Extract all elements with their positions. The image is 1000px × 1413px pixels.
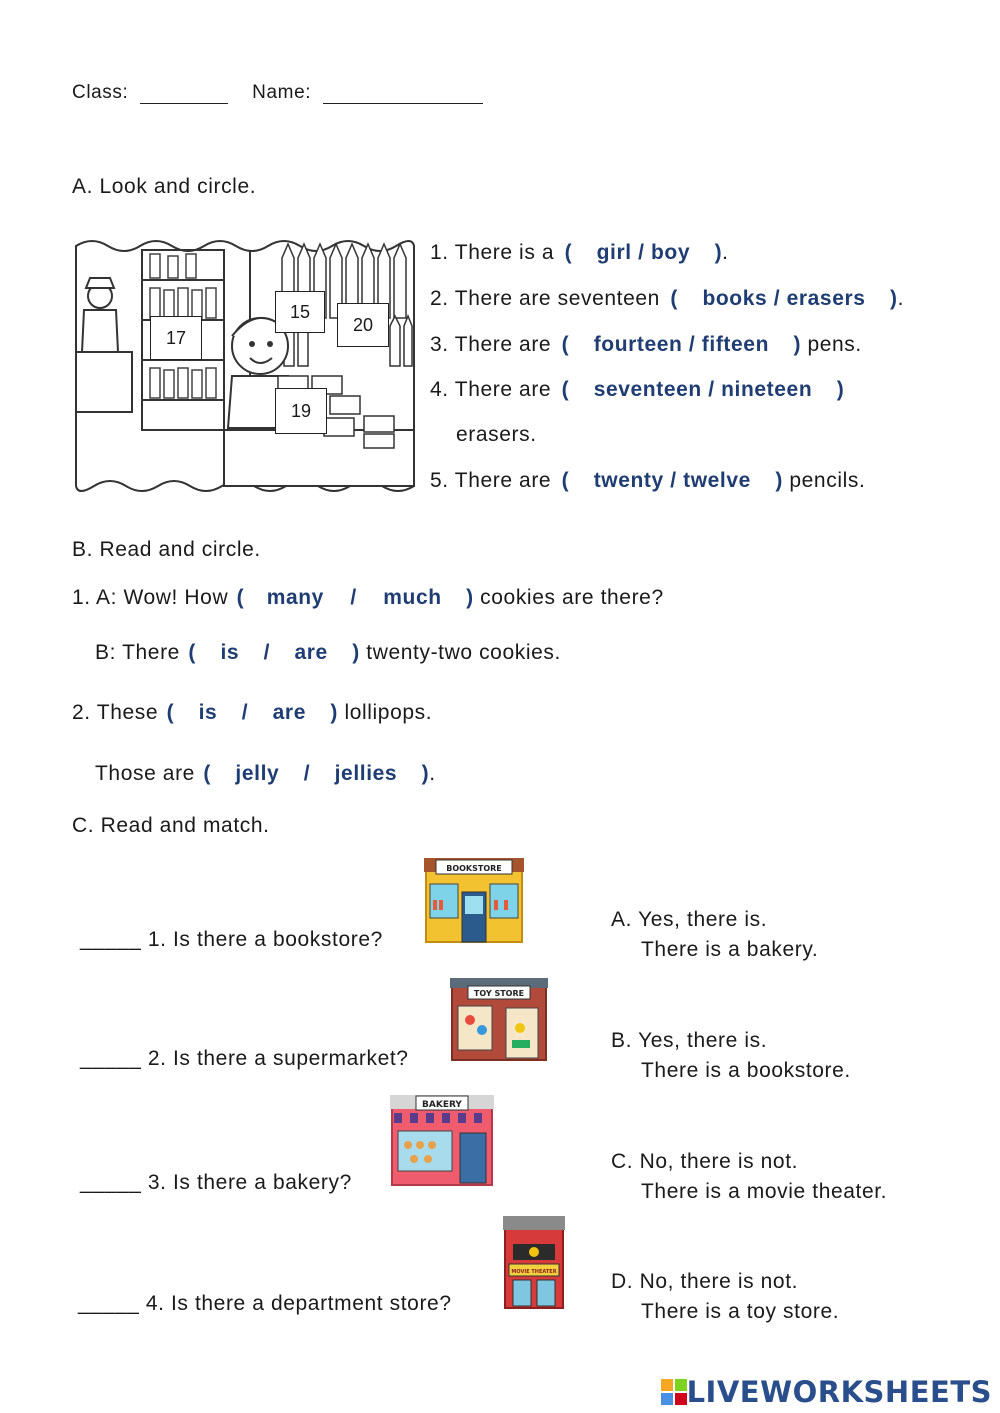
picture-number-box: 19 xyxy=(275,388,327,434)
picture-number-box: 17 xyxy=(150,316,202,360)
class-label: Class: xyxy=(72,82,129,103)
movie-theater-sign: MOVIE THEATER xyxy=(511,1269,557,1275)
liveworksheets-logo xyxy=(661,1375,992,1409)
option-choice[interactable]: girl / boy xyxy=(596,241,691,264)
sentence-a3: 3. There are ( fourteen / fifteen ) pens. xyxy=(430,333,862,356)
answer-blank[interactable]: _____ xyxy=(80,1171,142,1194)
option-choice[interactable]: books / erasers xyxy=(702,287,866,310)
shop-picture xyxy=(72,228,418,500)
answer-a: A. Yes, there is. There is a bakery. xyxy=(611,908,819,961)
bookstore-sign: BOOKSTORE xyxy=(446,864,502,873)
sentence-a4-continuation: erasers. xyxy=(456,423,537,446)
class-name-header xyxy=(72,82,483,104)
name-blank[interactable] xyxy=(323,103,483,104)
answer-c: C. No, there is not. There is a movie theater. xyxy=(611,1150,888,1203)
section-a-title: A. Look and circle. xyxy=(72,175,257,198)
option-jellies[interactable]: jellies xyxy=(334,762,398,785)
picture-number-box: 20 xyxy=(337,303,389,347)
answer-b: B. Yes, there is. There is a bookstore. xyxy=(611,1029,851,1082)
sentence-b2b: Those are ( jelly / jellies ). xyxy=(95,762,436,785)
sentence-b2a: 2. These ( is / are ) lollipops. xyxy=(72,701,433,724)
option-choice[interactable]: fourteen / fifteen xyxy=(593,333,769,356)
logo-text: LIVEWORKSHEETS xyxy=(686,1375,992,1409)
answer-blank[interactable]: _____ xyxy=(80,1047,142,1070)
shop-illustration xyxy=(72,228,418,500)
option-many[interactable]: many xyxy=(266,586,324,609)
picture-number-box: 15 xyxy=(275,291,325,333)
answer-blank[interactable]: _____ xyxy=(80,928,142,951)
option-is[interactable]: is xyxy=(198,701,218,724)
option-much[interactable]: much xyxy=(383,586,442,609)
bakery-image xyxy=(390,1093,494,1187)
sentence-b1b: B: There ( is / are ) twenty-two cookies. xyxy=(95,641,561,664)
sentence-a4: 4. There are ( seventeen / nineteen ) xyxy=(430,378,845,401)
option-are[interactable]: are xyxy=(294,641,328,664)
toy-store-sign: TOY STORE xyxy=(473,989,525,998)
option-are[interactable]: are xyxy=(272,701,306,724)
bakery-sign: BAKERY xyxy=(422,1100,462,1110)
sentence-a2: 2. There are seventeen ( books / erasers ). xyxy=(430,287,904,310)
option-choice[interactable]: twenty / twelve xyxy=(593,469,751,492)
match-question-2: _____ 2. Is there a supermarket? xyxy=(80,1047,409,1070)
answer-d: D. No, there is not. There is a toy store. xyxy=(611,1270,840,1323)
movie-theater-image xyxy=(503,1214,565,1310)
bookstore-image xyxy=(424,856,524,944)
option-choice[interactable]: seventeen / nineteen xyxy=(593,378,813,401)
sentence-a5: 5. There are ( twenty / twelve ) pencils. xyxy=(430,469,866,492)
section-c-title: C. Read and match. xyxy=(72,814,270,837)
option-jelly[interactable]: jelly xyxy=(235,762,280,785)
answer-blank[interactable]: _____ xyxy=(78,1292,140,1315)
match-question-1: _____ 1. Is there a bookstore? xyxy=(80,928,383,951)
name-label: Name: xyxy=(252,82,312,103)
option-is[interactable]: is xyxy=(220,641,240,664)
match-question-3: _____ 3. Is there a bakery? xyxy=(80,1171,352,1194)
match-question-4: _____ 4. Is there a department store? xyxy=(78,1292,452,1315)
sentence-b1a: 1. A: Wow! How ( many / much ) cookies are there? xyxy=(72,586,664,609)
logo-mark-icon xyxy=(661,1379,687,1405)
section-b-title: B. Read and circle. xyxy=(72,538,261,561)
class-blank[interactable] xyxy=(140,103,228,104)
sentence-a1: 1. There is a ( girl / boy ). xyxy=(430,241,729,264)
toy-store-image xyxy=(450,978,548,1062)
